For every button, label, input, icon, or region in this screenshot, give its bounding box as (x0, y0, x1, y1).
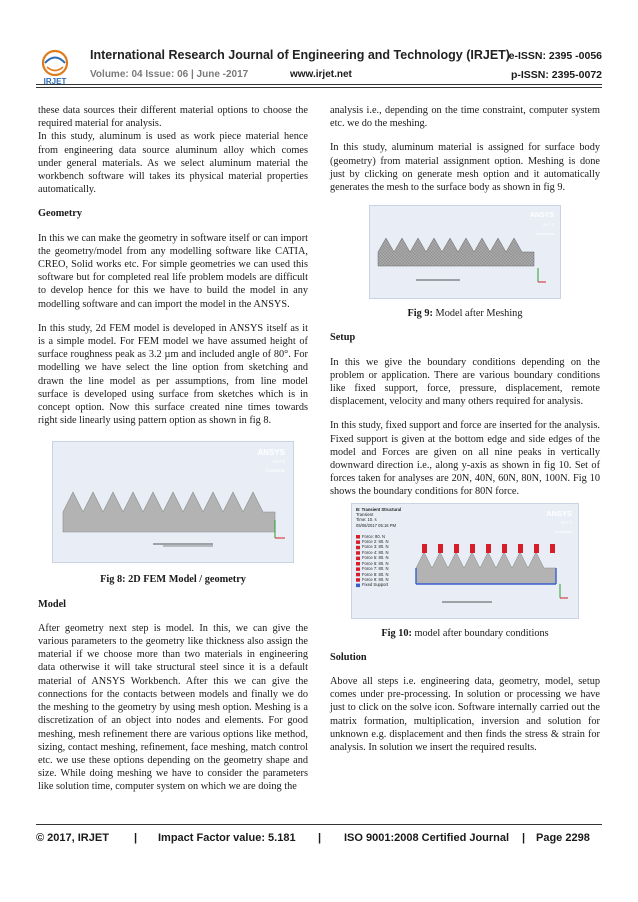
fig10-legend-entry: Force 6: 80. N (362, 560, 389, 566)
figure-9 (369, 205, 561, 299)
paragraph: In this we can make the geometry in software itself or can import the geometry/model from any modelling software like CATIA, CREO, Solid works etc. For simple geometries we can used this software but for completed real life problem models are difficult to develop hence for this we have to build the model in any modelling software and can import the model in the ANSYS. (38, 232, 308, 310)
volume-issue: Volume: 04 Issue: 06 | June -2017 (90, 69, 249, 80)
paragraph: In this study, 2d FEM model is developed in ANSYS itself as it is a simple model. For FEM model we have assumed height of surface roughness peak as 3.2 µm and included angle of 80°. For modelling we have select the line option from sketching and drawn the line model as per assumptions, from line model surface is developed using surface from sketches which is in concept option. Now this surface created nine times towards right side linearly using pattern option as shown in fig 8. (38, 322, 308, 427)
fig10-legend-entry: Force 9: 80. N (362, 576, 389, 582)
fig10-legend-entry: Force 3: 80. N (362, 544, 389, 550)
paragraph: In this study, aluminum material is assigned for surface body (geometry) from material assignment option. Meshing is done just by clicking on generate mesh option and it automatically generates the mesh to the surface body as shown in fig 9. (330, 142, 600, 194)
journal-title: International Research Journal of Engineering and Technology (IRJET) (90, 48, 510, 62)
paragraph: In this study, fixed support and force are inserted for the analysis. Fixed support is given at the bottom edge and side edges of the model and Forces are given on all nine peaks in vertically downward direction i.e., along y-axis as shown in fig 10. Set of forces taken for analyses are 20N, 40N, 60N, 80N, 100N. Fig 10 shows the boundary conditions for 80N force. (330, 420, 600, 498)
page-header (0, 0, 638, 96)
fig10-legend-entry: Force 2: 80. N (362, 539, 389, 545)
fig10-legend (362, 534, 389, 588)
paragraph: these data sources their different material options to choose the required material for analysis. (38, 105, 308, 130)
paragraph: After geometry next step is model. In this, we can give the various parameters to the geometry like thickness also assign the material if we choose more than two materials in engineering data otherwise it will take structural steel since it is a default material of ANSYS Workbench. After this we can give the connections for the contacts between models and finally we do the meshing to the geometry by using mesh option. Meshing is a discretization of an object into nodes and elements. For good meshing, mesh refinement there are various options like method, sizing, contact meshing, refinement, face meshing, match control etc. we use these options depending on the geometry shape and size. While doing meshing we have to consider the parameters like solution time, computer system on which we are doing the (38, 622, 308, 793)
section-heading-setup: Setup (330, 332, 356, 344)
fig10-legend-entry: Force 4: 80. N (362, 549, 389, 555)
paragraph: In this study, aluminum is used as work piece material hence from engineering data source aluminum alloy which comes under general materials. As we select aluminum material the workbench software will takes its physical material properties automatically. (38, 131, 308, 196)
irjet-logo (36, 48, 74, 86)
footer-rule (36, 824, 602, 825)
figure-10 (351, 503, 579, 619)
figure-10-caption: Fig 10: model after boundary conditions (381, 627, 549, 639)
header-rule-2 (36, 87, 602, 88)
fig10-legend-entry: Force 5: 80. N (362, 555, 389, 561)
eissn: e-ISSN: 2395 -0056 (508, 50, 602, 62)
paragraph: In this we give the boundary conditions depending on the problem or application. There are various boundary conditions like fixed support, force, pressure, displacement, remote displacement, velocity and many others required for analysis. (330, 356, 600, 408)
ansys-watermark: ANSYS R17.2 Academic (257, 448, 285, 474)
paragraph: analysis i.e., depending on the time constraint, computer system etc. we do the meshing. (330, 105, 600, 130)
figure-8-caption: Fig 8: 2D FEM Model / geometry (100, 574, 246, 586)
fig10-legend-entry: Force 7: 80. N (362, 566, 389, 572)
footer-page-number: Page 2298 (536, 832, 590, 844)
footer-iso: ISO 9001:2008 Certified Journal (344, 832, 510, 844)
ansys-watermark: ANSYS R17.2 Academic (546, 508, 572, 534)
left-column (38, 104, 308, 794)
header-rule (36, 84, 602, 85)
fig10-legend-entry: Force: 80. N (362, 533, 386, 539)
figure-8 (52, 441, 294, 563)
footer-impact-factor: Impact Factor value: 5.181 (158, 832, 296, 844)
section-heading-model: Model (38, 598, 67, 610)
fig10-legend-entry: Force 8: 80. N (362, 571, 389, 577)
paragraph: Above all steps i.e. engineering data, geometry, model, setup comes under pre-processing. In solution or processing we have just to click on the solve icon. Software internally carried out the matrix formation, multiplication, inversion and solution for unknown e.g. displacement and then finds the stress & strain for analysis. In solution we insert the required results. (330, 676, 600, 754)
right-column (330, 104, 600, 754)
svg-text:IRJET: IRJET (43, 77, 67, 86)
ansys-watermark: ANSYS R17.2 Academic (529, 212, 554, 237)
section-heading-geometry: Geometry (38, 208, 83, 220)
fig10-legend-entry: Fixed Support (362, 582, 389, 588)
figure-9-caption: Fig 9: Model after Meshing (407, 308, 523, 320)
fig10-title-block: B: Transient Structural Transient Time: 10. s 05/06/2017 05:16 PM (356, 506, 402, 528)
journal-website: www.irjet.net (290, 69, 352, 80)
pissn: p-ISSN: 2395-0072 (510, 69, 602, 81)
footer-copyright: © 2017, IRJET (36, 832, 109, 844)
section-heading-solution: Solution (330, 651, 367, 663)
